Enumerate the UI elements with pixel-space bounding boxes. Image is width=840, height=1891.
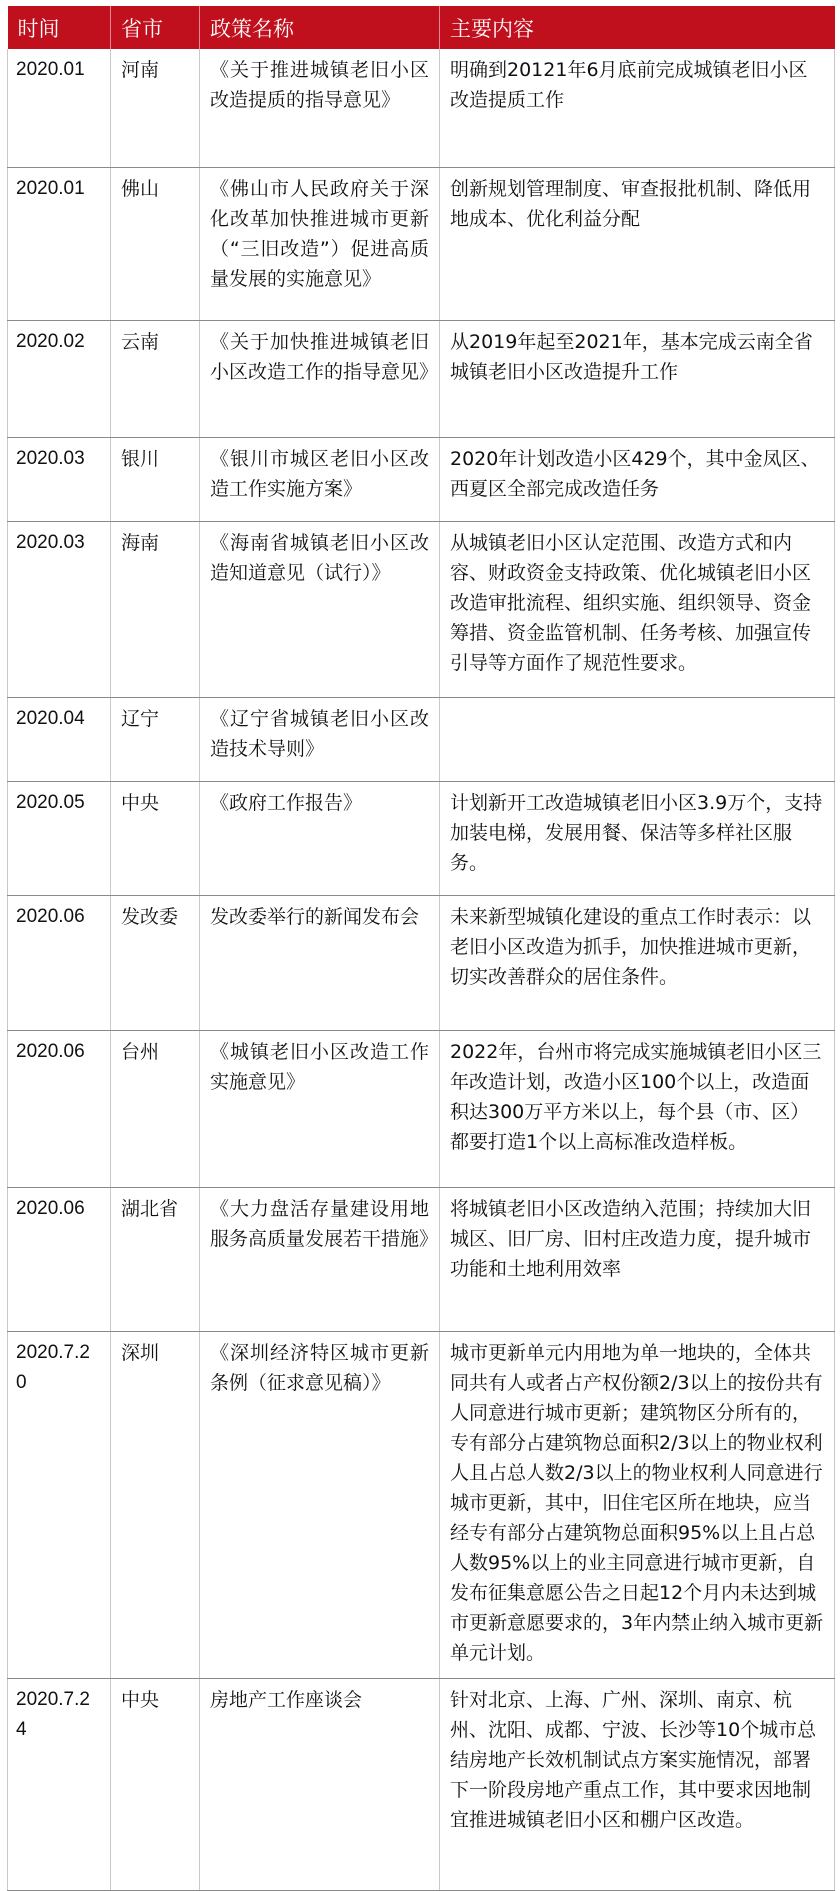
cell-date: 2020.05 <box>8 781 111 895</box>
cell-date: 2020.02 <box>8 320 111 437</box>
cell-province: 中央 <box>111 781 200 895</box>
table-row <box>8 521 835 697</box>
cell-content: 未来新型城镇化建设的重点工作时表示：以老旧小区改造为抓手，加快推进城市更新，切实改善群众的居住条件。 <box>440 895 835 1030</box>
cell-province: 佛山 <box>111 167 200 320</box>
cell-content: 明确到20121年6月底前完成城镇老旧小区改造提质工作 <box>440 49 835 167</box>
cell-date: 2020.03 <box>8 437 111 521</box>
policy-table <box>7 6 835 1891</box>
cell-content: 针对北京、上海、广州、深圳、南京、杭州、沈阳、成都、宁波、长沙等10个城市总结房地产长效机制试点方案实施情况，部署下一阶段房地产重点工作，其中要求因地制宜推进城镇老旧小区和棚户区改造。 <box>440 1678 835 1890</box>
cell-policy: 《关于推进城镇老旧小区改造提质的指导意见》 <box>200 49 440 167</box>
cell-date: 2020.03 <box>8 521 111 697</box>
cell-policy: 《辽宁省城镇老旧小区改造技术导则》 <box>200 697 440 781</box>
cell-content: 计划新开工改造城镇老旧小区3.9万个，支持加装电梯，发展用餐、保洁等多样社区服务。 <box>440 781 835 895</box>
cell-content: 2022年，台州市将完成实施城镇老旧小区三年改造计划，改造小区100个以上，改造面积达300万平方米以上，每个县（市、区）都要打造1个以上高标准改造样板。 <box>440 1030 835 1187</box>
table-row <box>8 1030 835 1187</box>
cell-province: 银川 <box>111 437 200 521</box>
cell-date: 2020.04 <box>8 697 111 781</box>
cell-policy: 《城镇老旧小区改造工作实施意见》 <box>200 1030 440 1187</box>
header-province: 省市 <box>111 6 200 49</box>
table-header-row <box>8 6 835 49</box>
table-row <box>8 1678 835 1890</box>
table-row <box>8 781 835 895</box>
cell-date: 2020.06 <box>8 1030 111 1187</box>
table-row <box>8 1331 835 1678</box>
cell-content: 将城镇老旧小区改造纳入范围；持续加大旧城区、旧厂房、旧村庄改造力度，提升城市功能和土地利用效率 <box>440 1187 835 1331</box>
cell-province: 台州 <box>111 1030 200 1187</box>
header-main-content: 主要内容 <box>440 6 835 49</box>
cell-policy: 《关于加快推进城镇老旧小区改造工作的指导意见》 <box>200 320 440 437</box>
cell-province: 云南 <box>111 320 200 437</box>
cell-date: 2020.01 <box>8 49 111 167</box>
cell-content: 2020年计划改造小区429个，其中金凤区、西夏区全部完成改造任务 <box>440 437 835 521</box>
cell-policy: 《佛山市人民政府关于深化改革加快推进城市更新（“三旧改造”）促进高质量发展的实施意见》 <box>200 167 440 320</box>
cell-date: 2020.06 <box>8 1187 111 1331</box>
cell-date: 2020.01 <box>8 167 111 320</box>
cell-province: 发改委 <box>111 895 200 1030</box>
cell-policy: 《海南省城镇老旧小区改造知道意见（试行）》 <box>200 521 440 697</box>
cell-province: 河南 <box>111 49 200 167</box>
table-row <box>8 697 835 781</box>
cell-content: 从城镇老旧小区认定范围、改造方式和内容、财政资金支持政策、优化城镇老旧小区改造审批流程、组织实施、组织领导、资金筹措、资金监管机制、任务考核、加强宣传引导等方面作了规范性要求。 <box>440 521 835 697</box>
cell-content: 城市更新单元内用地为单一地块的，全体共同共有人或者占产权份额2/3以上的按份共有人同意进行城市更新；建筑物区分所有的，专有部分占建筑物总面积2/3以上的物业权利人且占总人数2/3以上的物业权利人同意进行城市更新，其中，旧住宅区所在地块，应当经专有部分占建筑物总面积95%以上且占总人数95%以上的业主同意进行城市更新，自发布征集意愿公告之日起12个月内未达到城市更新意愿要求的，3年内禁止纳入城市更新单元计划。 <box>440 1331 835 1678</box>
cell-content <box>440 697 835 781</box>
table-row <box>8 320 835 437</box>
cell-policy: 《银川市城区老旧小区改造工作实施方案》 <box>200 437 440 521</box>
cell-policy: 《深圳经济特区城市更新条例（征求意见稿）》 <box>200 1331 440 1678</box>
cell-policy: 《政府工作报告》 <box>200 781 440 895</box>
cell-province: 中央 <box>111 1678 200 1890</box>
table-row <box>8 1187 835 1331</box>
table-row <box>8 895 835 1030</box>
cell-province: 湖北省 <box>111 1187 200 1331</box>
cell-content: 从2019年起至2021年，基本完成云南全省城镇老旧小区改造提升工作 <box>440 320 835 437</box>
cell-policy: 发改委举行的新闻发布会 <box>200 895 440 1030</box>
cell-date: 2020.7.24 <box>8 1678 111 1890</box>
header-date: 时间 <box>8 6 111 49</box>
cell-policy: 房地产工作座谈会 <box>200 1678 440 1890</box>
cell-content: 创新规划管理制度、审查报批机制、降低用地成本、优化利益分配 <box>440 167 835 320</box>
cell-province: 深圳 <box>111 1331 200 1678</box>
header-policy-name: 政策名称 <box>200 6 440 49</box>
table-row <box>8 49 835 167</box>
table-row <box>8 437 835 521</box>
cell-date: 2020.06 <box>8 895 111 1030</box>
cell-province: 辽宁 <box>111 697 200 781</box>
cell-province: 海南 <box>111 521 200 697</box>
cell-date: 2020.7.20 <box>8 1331 111 1678</box>
cell-policy: 《大力盘活存量建设用地服务高质量发展若干措施》 <box>200 1187 440 1331</box>
table-row <box>8 167 835 320</box>
